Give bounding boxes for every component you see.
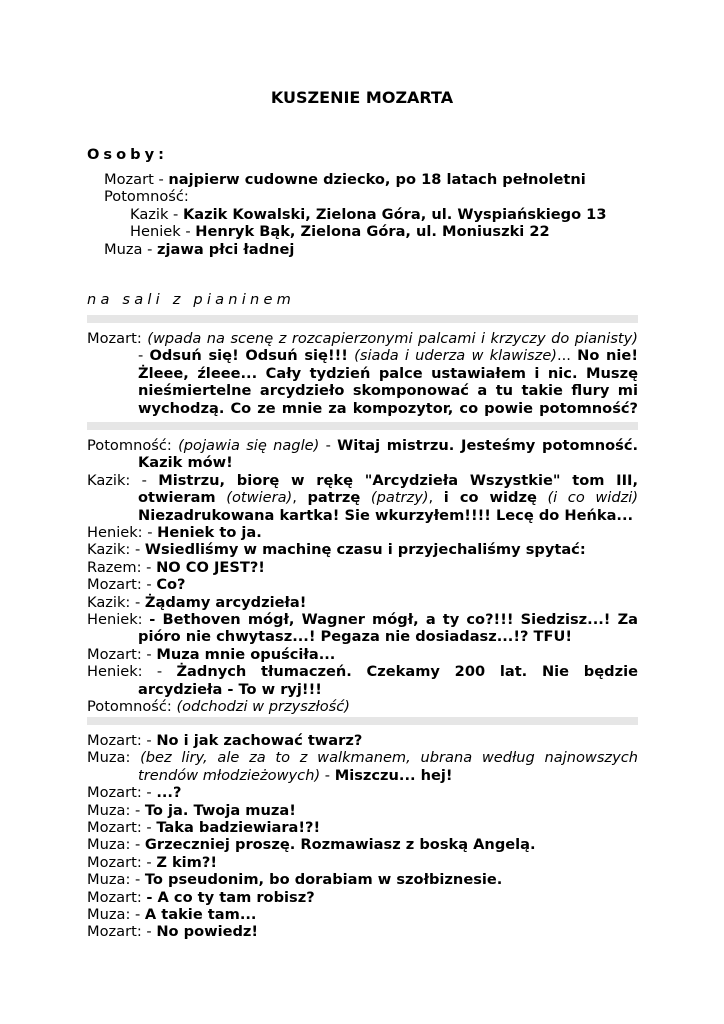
dialogue-line — [87, 576, 638, 593]
spoken-text: patrzę — [307, 489, 361, 507]
spoken-text: - Bethoven mógł, Wagner mógł, a ty co?!!! Siedzisz...! Za pióro nie chwytasz...! Pegaza nie dosiadasz...!? TFU! — [138, 611, 639, 646]
spoken-text: Niezadrukowana kartka! Sie wkurzyłem!!!! Lecę do Heńka... — [138, 506, 634, 524]
dialogue-line — [87, 330, 638, 417]
dialogue-line — [87, 594, 638, 611]
person-description: Henryk Bąk, Zielona Góra, ul. Moniuszki 22 — [195, 223, 550, 241]
person-description: zjawa płci ładnej — [157, 240, 295, 258]
speaker-label: Mozart: - — [87, 819, 157, 837]
person-description: najpierw cudowne dziecko, po 18 latach pełnoletni — [168, 171, 586, 188]
speaker-label: Heniek: - — [87, 524, 158, 542]
stage-direction: (otwiera) — [226, 489, 293, 507]
section-divider — [87, 422, 638, 430]
stage-direction: (patrzy) — [370, 489, 429, 507]
speaker-label: Mozart: - — [87, 732, 157, 749]
scene-heading: na sali z pianinem — [87, 291, 296, 308]
spoken-text: Taka badziewiara!?! — [156, 819, 321, 837]
speaker-label: - — [138, 347, 150, 365]
spoken-text: No i jak zachować twarz? — [156, 732, 363, 749]
dialogue-line — [87, 559, 638, 576]
person-entry — [104, 223, 607, 240]
speaker-label: Mozart: - — [87, 576, 157, 594]
person-name: Muza - — [104, 240, 157, 258]
spoken-text: No nie! Żleee, źleee... Cały tydzień palce ustawiałem i nic. Muszę nieśmiertelne arcydzieło skomponować a tu takie flury mi wychodzą. Co ze mnie za kompozytor, co powie potomność? — [138, 347, 638, 417]
speaker-label: Muza: - — [87, 836, 145, 854]
speaker-label: Heniek: — [87, 611, 150, 629]
dialogue-line — [87, 871, 638, 888]
speaker-label: Kazik: - — [87, 541, 145, 559]
dialogue-line — [87, 749, 638, 784]
stage-direction: (siada i uderza w klawisze) — [354, 347, 557, 365]
spoken-text: Heniek to ja. — [157, 524, 262, 542]
speaker-label: ... — [557, 347, 578, 365]
dialogue-block-3 — [87, 732, 638, 941]
dialogue-line — [87, 437, 638, 472]
spoken-text: NO CO JEST?! — [156, 558, 265, 576]
dialogue-line — [87, 732, 638, 749]
dialogue-line — [87, 663, 638, 698]
speaker-label — [360, 489, 371, 506]
speaker-label: Mozart: — [87, 888, 147, 906]
page-title: KUSZENIE MOZARTA — [270, 88, 454, 107]
dialogue-line — [87, 854, 638, 871]
spoken-text: Witaj mistrzu. Jesteśmy potomność. Kazik mów! — [138, 437, 639, 472]
dialogue-block-1 — [87, 330, 638, 417]
speaker-label: Potomność: — [87, 698, 177, 716]
spoken-text: Z kim?! — [156, 853, 218, 871]
dialogue-line — [87, 819, 638, 836]
person-description: Kazik Kowalski, Zielona Góra, ul. Wyspiańskiego 13 — [182, 205, 607, 223]
spoken-text: No powiedz! — [156, 923, 259, 941]
spoken-text: To pseudonim, bo dorabiam w szołbiznesie. — [144, 871, 503, 889]
spoken-text: Żądamy arcydzieła! — [144, 593, 307, 611]
persons-list — [104, 171, 607, 258]
dialogue-line — [87, 541, 638, 558]
person-entry — [104, 206, 607, 223]
speaker-label: Muza: - — [87, 906, 145, 924]
person-entry — [104, 171, 607, 188]
speaker-label: , — [292, 489, 308, 507]
dialogue-line — [87, 524, 638, 541]
speaker-label — [216, 489, 227, 506]
speaker-label: Kazik: - — [87, 593, 145, 611]
dialogue-block-2 — [87, 437, 638, 716]
spoken-text: Muza mnie opuściła... — [156, 645, 336, 663]
speaker-label: Mozart: — [87, 330, 148, 347]
speaker-label: Mozart: - — [87, 923, 157, 941]
person-name: Kazik - — [130, 205, 183, 223]
speaker-label: Mozart: - — [87, 853, 157, 871]
person-name: Potomność: — [104, 188, 189, 206]
spoken-text: To ja. Twoja muza! — [144, 801, 296, 819]
section-divider — [87, 315, 638, 323]
stage-direction: (i co widzi) — [547, 489, 639, 507]
speaker-label: - — [319, 437, 338, 454]
section-divider — [87, 717, 638, 725]
spoken-text: Żadnych tłumaczeń. Czekamy 200 lat. Nie będzie arcydzieła - To w ryj!!! — [138, 663, 638, 698]
person-entry — [104, 188, 607, 205]
speaker-label: Heniek: - — [87, 663, 177, 681]
dialogue-line — [87, 784, 638, 801]
dialogue-line — [87, 646, 638, 663]
speaker-label: Kazik: - — [87, 471, 159, 489]
speaker-label: , — [428, 489, 444, 507]
stage-direction: (pojawia się nagle) — [178, 437, 320, 454]
speaker-label: Razem: - — [87, 558, 157, 576]
spoken-text: Grzeczniej proszę. Rozmawiasz z boską Angelą. — [144, 836, 536, 854]
speaker-label: Muza: - — [87, 871, 145, 889]
person-entry — [104, 241, 607, 258]
stage-direction: (odchodzi w przyszłość) — [176, 698, 350, 716]
speaker-label: Muza: - — [87, 801, 145, 819]
dialogue-line — [87, 802, 638, 819]
stage-direction: (wpada na scenę z rozcapierzonymi palcami i krzyczy do pianisty) — [147, 330, 638, 347]
spoken-text: Co? — [156, 576, 186, 594]
spoken-text: ...? — [156, 784, 182, 802]
speaker-label: Potomność: — [87, 437, 179, 454]
speaker-label: - — [320, 766, 335, 784]
stage-direction: (bez liry, ale za to z walkmanem, ubrana według najnowszych trendów młodzieżowych) — [138, 749, 639, 784]
spoken-text: A takie tam... — [144, 906, 257, 924]
spoken-text: Miszczu... hej! — [334, 766, 453, 784]
spoken-text: Mistrzu, biorę w rękę "Arcydzieła Wszystkie" tom III, otwieram — [138, 471, 638, 507]
spoken-text: Wsiedliśmy w machinę czasu i przyjechaliśmy spytać: — [144, 541, 586, 559]
person-name: Heniek - — [130, 223, 196, 241]
spoken-text: - A co ty tam robisz? — [146, 888, 315, 906]
dialogue-line — [87, 889, 638, 906]
speaker-label: Mozart: - — [87, 645, 157, 663]
speaker-label: Mozart: - — [87, 784, 157, 802]
speaker-label: Muza: — [87, 749, 141, 767]
dialogue-line — [87, 698, 638, 715]
dialogue-line — [87, 906, 638, 923]
spoken-text: Odsuń się! Odsuń się!!! — [149, 347, 348, 365]
spoken-text: i co widzę — [443, 489, 537, 507]
dialogue-line — [87, 836, 638, 853]
dialogue-line — [87, 472, 638, 524]
persons-heading: Osoby: — [87, 146, 168, 163]
speaker-label — [537, 489, 548, 506]
person-name: Mozart - — [104, 171, 169, 188]
dialogue-line — [87, 923, 638, 940]
dialogue-line — [87, 611, 638, 646]
